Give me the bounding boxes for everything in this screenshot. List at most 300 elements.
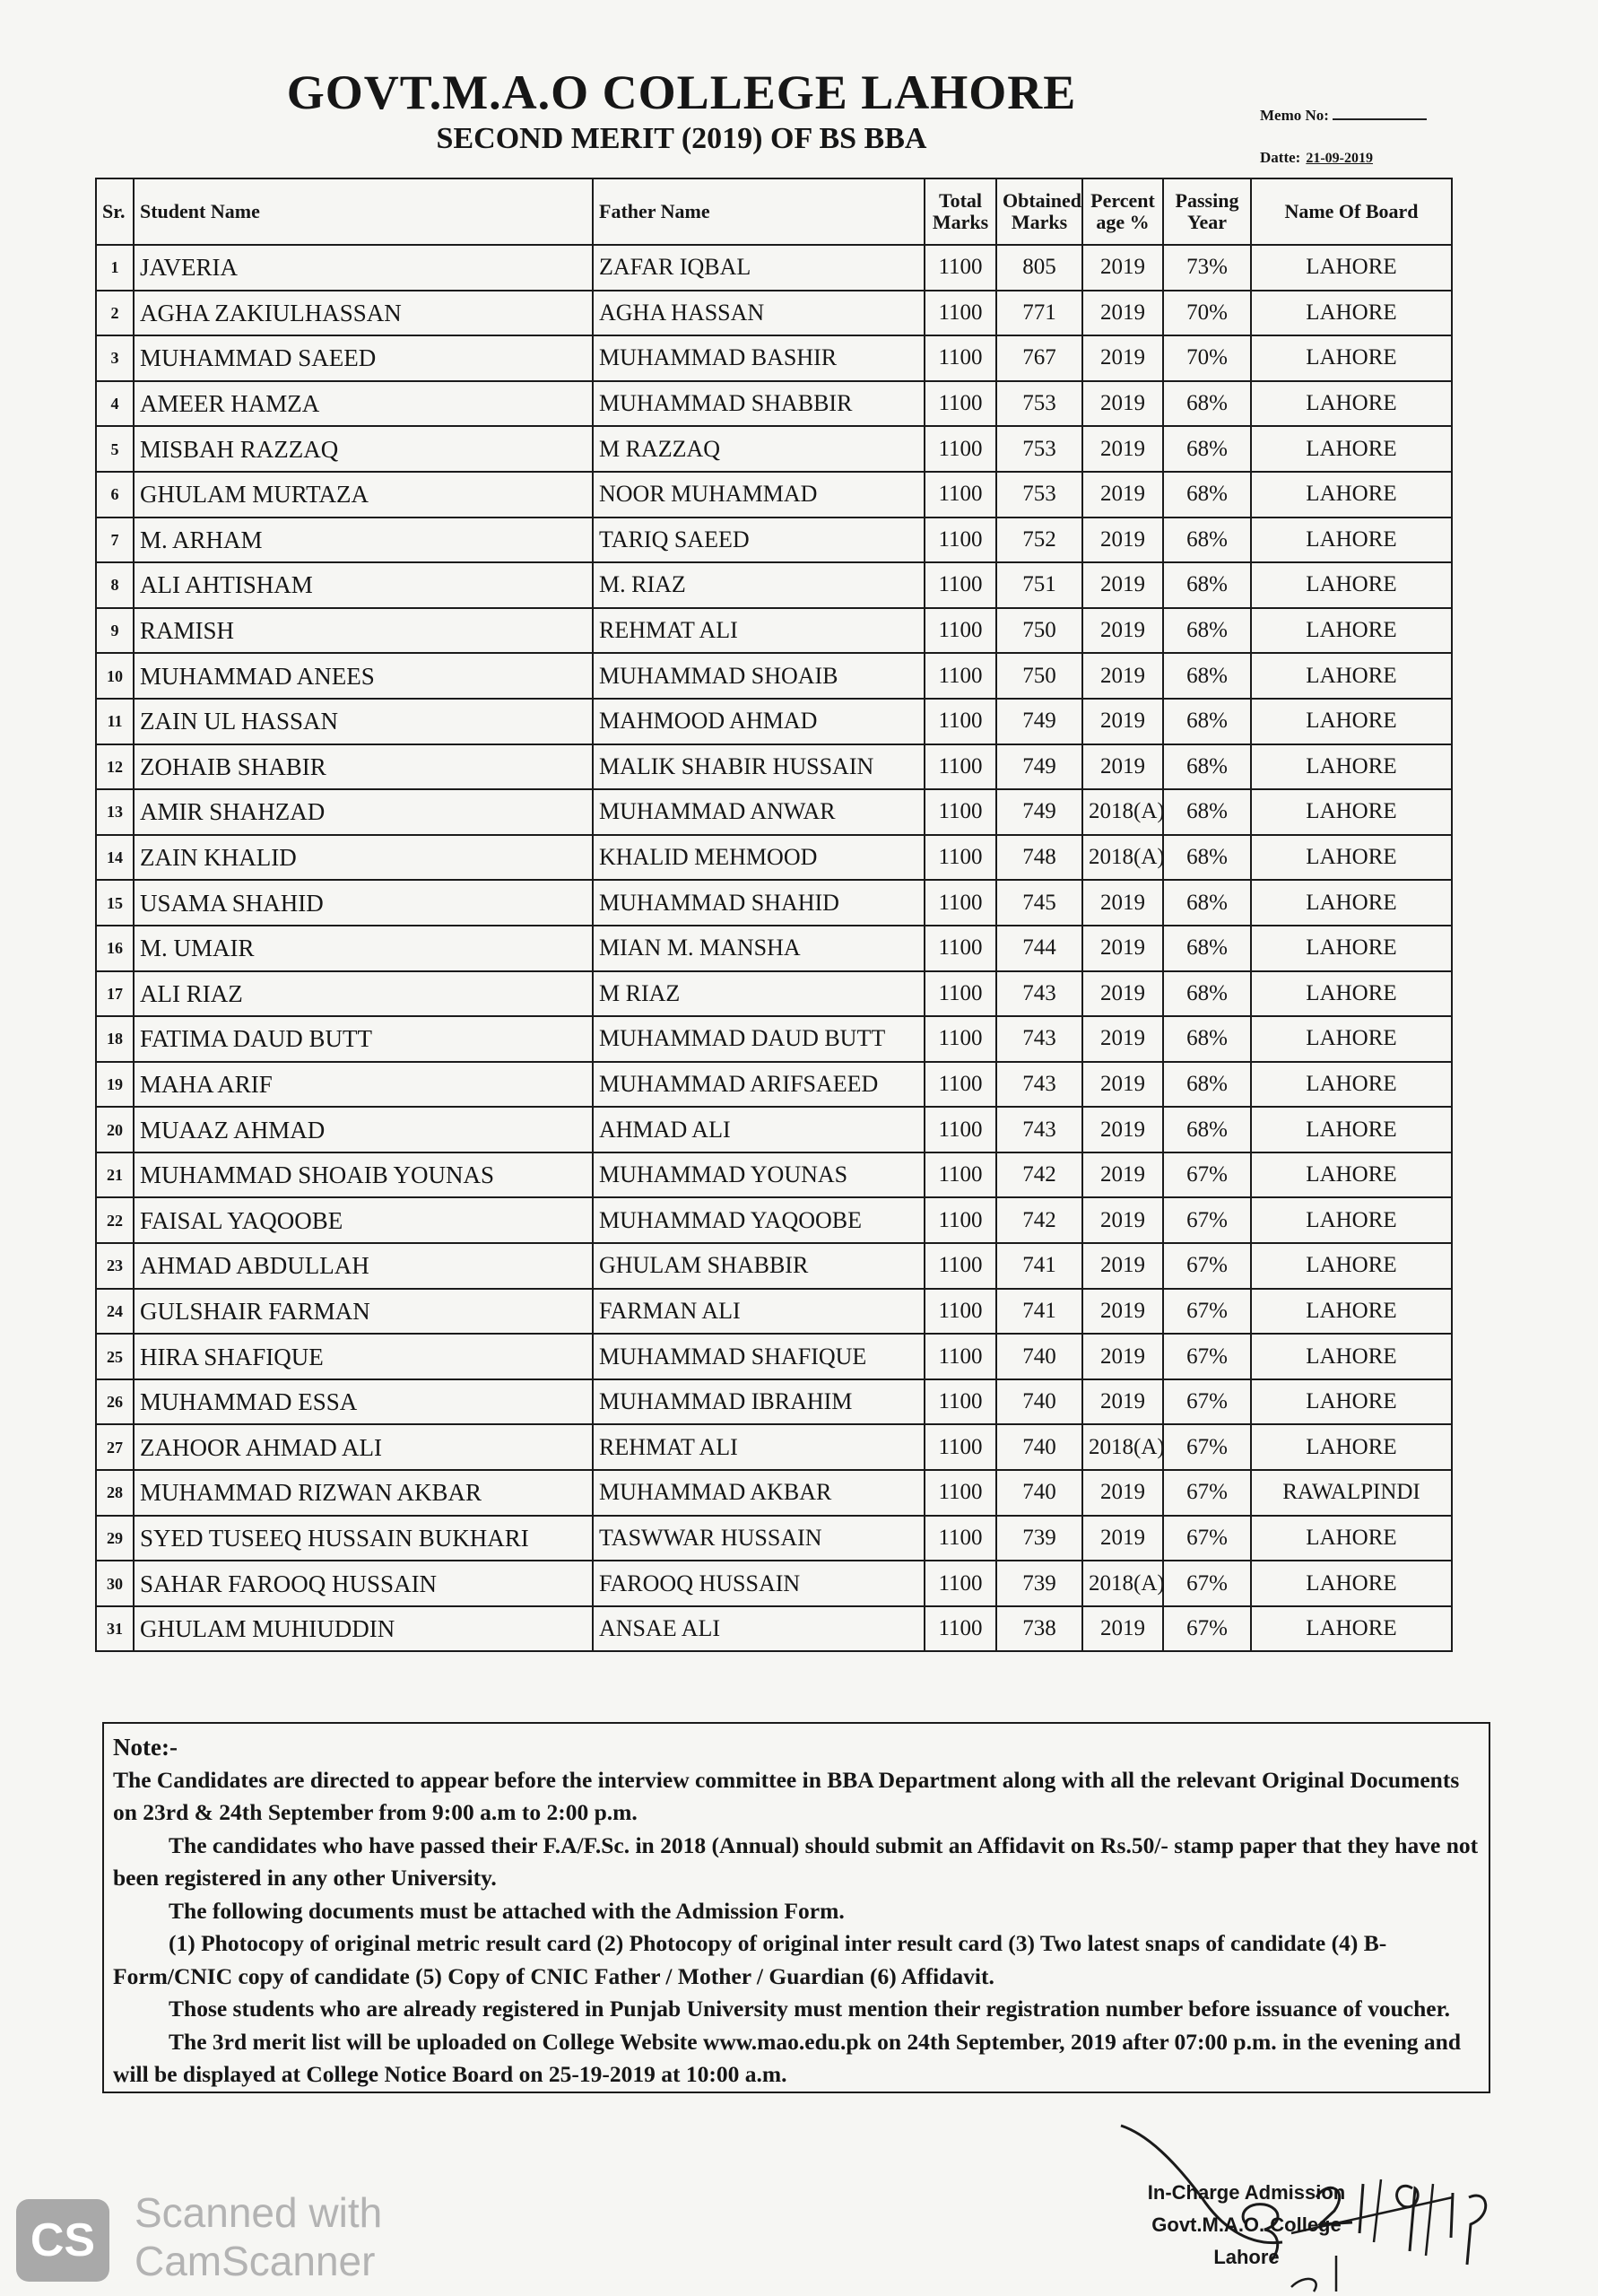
- father-name-cell: MUHAMMAD ANWAR: [593, 789, 925, 835]
- passing-year-cell: 2019: [1082, 1379, 1163, 1425]
- sr-cell: 4: [96, 381, 134, 427]
- percentage-cell: 67%: [1163, 1561, 1251, 1606]
- board-cell: LAHORE: [1251, 1197, 1452, 1243]
- total-marks-cell: 1100: [925, 381, 996, 427]
- total-marks-cell: 1100: [925, 880, 996, 926]
- board-cell: LAHORE: [1251, 699, 1452, 744]
- table-row: [96, 835, 1452, 881]
- total-marks-cell: 1100: [925, 971, 996, 1017]
- obtained-marks-cell: 741: [996, 1289, 1082, 1335]
- passing-year-cell: 2019: [1082, 1197, 1163, 1243]
- student-name-cell: MUHAMMAD SHOAIB YOUNAS: [134, 1152, 593, 1198]
- sr-cell: 24: [96, 1289, 134, 1335]
- student-name-cell: FAISAL YAQOOBE: [134, 1197, 593, 1243]
- note-third-merit-list: The 3rd merit list will be uploaded on College Website www.mao.edu.pk on 24th September, 2019 after 07:00 p.m. in the evening and will be displayed at College Notice Board on 25-19-2019 at 10:00 a.m.: [113, 2028, 1462, 2087]
- obtained-marks-cell: 748: [996, 835, 1082, 881]
- sr-cell: 11: [96, 699, 134, 744]
- passing-year-cell: 2018(A): [1082, 1561, 1163, 1606]
- passing-year-cell: 2019: [1082, 608, 1163, 654]
- note-documents-list: (1) Photocopy of original metric result card (2) Photocopy of original inter result card (3) Two latest snaps of candidate (4) B-Form/CNIC copy of candidate (5) Copy of CNIC Father / Mother / Guardian (6) Affidavit.: [113, 1930, 1387, 1989]
- percentage-cell: 68%: [1163, 926, 1251, 971]
- percentage-cell: 68%: [1163, 971, 1251, 1017]
- table-row: [96, 1289, 1452, 1335]
- student-name-cell: AMEER HAMZA: [134, 381, 593, 427]
- board-cell: LAHORE: [1251, 835, 1452, 881]
- passing-year-cell: 2019: [1082, 1334, 1163, 1379]
- obtained-marks-cell: 753: [996, 381, 1082, 427]
- date-value: 21-09-2019: [1306, 151, 1373, 166]
- board-cell: LAHORE: [1251, 1561, 1452, 1606]
- board-cell: RAWALPINDI: [1251, 1470, 1452, 1516]
- total-marks-cell: 1100: [925, 1062, 996, 1108]
- total-marks-cell: 1100: [925, 1561, 996, 1606]
- father-name-cell: FARMAN ALI: [593, 1289, 925, 1335]
- father-name-cell: TASWWAR HUSSAIN: [593, 1516, 925, 1561]
- percentage-cell: 68%: [1163, 608, 1251, 654]
- sr-cell: 17: [96, 971, 134, 1017]
- sr-cell: 30: [96, 1561, 134, 1606]
- passing-year-cell: 2019: [1082, 426, 1163, 472]
- board-cell: LAHORE: [1251, 245, 1452, 291]
- father-name-cell: TARIQ SAEED: [593, 517, 925, 563]
- father-name-cell: GHULAM SHABBIR: [593, 1243, 925, 1289]
- father-name-cell: MUHAMMAD ARIFSAEED: [593, 1062, 925, 1108]
- obtained-marks-cell: 750: [996, 608, 1082, 654]
- percentage-cell: 67%: [1163, 1606, 1251, 1652]
- student-name-cell: MUAAZ AHMAD: [134, 1107, 593, 1152]
- father-name-cell: AHMAD ALI: [593, 1107, 925, 1152]
- sr-cell: 31: [96, 1606, 134, 1652]
- obtained-marks-cell: 753: [996, 426, 1082, 472]
- passing-year-cell: 2019: [1082, 1470, 1163, 1516]
- total-marks-cell: 1100: [925, 1379, 996, 1425]
- percentage-cell: 68%: [1163, 699, 1251, 744]
- board-cell: LAHORE: [1251, 653, 1452, 699]
- student-name-cell: ALI AHTISHAM: [134, 562, 593, 608]
- percentage-cell: 67%: [1163, 1289, 1251, 1335]
- table-row: [96, 291, 1452, 336]
- watermark-line-1: Scanned with: [135, 2189, 383, 2236]
- camscanner-logo: CS: [16, 2199, 109, 2282]
- obtained-marks-cell: 767: [996, 335, 1082, 381]
- college-title: GOVT.M.A.O COLLEGE LAHORE: [286, 65, 1077, 119]
- board-cell: LAHORE: [1251, 335, 1452, 381]
- obtained-marks-cell: 740: [996, 1470, 1082, 1516]
- student-name-cell: ZAHOOR AHMAD ALI: [134, 1424, 593, 1470]
- total-marks-cell: 1100: [925, 789, 996, 835]
- total-marks-cell: 1100: [925, 1107, 996, 1152]
- student-name-cell: ZAIN KHALID: [134, 835, 593, 881]
- father-name-cell: MUHAMMAD SHABBIR: [593, 381, 925, 427]
- merit-table: [95, 178, 1453, 1652]
- board-cell: LAHORE: [1251, 789, 1452, 835]
- father-name-cell: MUHAMMAD SHAHID: [593, 880, 925, 926]
- percentage-cell: 73%: [1163, 245, 1251, 291]
- table-row: [96, 971, 1452, 1017]
- student-name-cell: MUHAMMAD RIZWAN AKBAR: [134, 1470, 593, 1516]
- sr-cell: 28: [96, 1470, 134, 1516]
- table-row: [96, 245, 1452, 291]
- total-marks-cell: 1100: [925, 1516, 996, 1561]
- memo-label: Memo No:: [1260, 107, 1329, 124]
- board-cell: LAHORE: [1251, 744, 1452, 790]
- passing-year-cell: 2019: [1082, 744, 1163, 790]
- father-name-cell: AGHA HASSAN: [593, 291, 925, 336]
- passing-year-cell: 2019: [1082, 1289, 1163, 1335]
- sr-cell: 3: [96, 335, 134, 381]
- student-name-cell: FATIMA DAUD BUTT: [134, 1016, 593, 1062]
- passing-year-cell: 2019: [1082, 1152, 1163, 1198]
- obtained-marks-cell: 739: [996, 1516, 1082, 1561]
- table-row: [96, 381, 1452, 427]
- passing-year-cell: 2019: [1082, 1516, 1163, 1561]
- table-row: [96, 1606, 1452, 1652]
- total-marks-cell: 1100: [925, 562, 996, 608]
- student-name-cell: USAMA SHAHID: [134, 880, 593, 926]
- father-name-cell: MUHAMMAD YAQOOBE: [593, 1197, 925, 1243]
- father-name-cell: REHMAT ALI: [593, 608, 925, 654]
- table-row: [96, 1334, 1452, 1379]
- percentage-cell: 67%: [1163, 1334, 1251, 1379]
- sr-cell: 18: [96, 1016, 134, 1062]
- percentage-cell: 68%: [1163, 653, 1251, 699]
- table-body: [96, 245, 1452, 1651]
- obtained-marks-cell: 743: [996, 1016, 1082, 1062]
- table-row: [96, 1243, 1452, 1289]
- percentage-cell: 68%: [1163, 381, 1251, 427]
- total-marks-cell: 1100: [925, 426, 996, 472]
- table-row: [96, 517, 1452, 563]
- sr-cell: 20: [96, 1107, 134, 1152]
- obtained-marks-cell: 749: [996, 699, 1082, 744]
- student-name-cell: SYED TUSEEQ HUSSAIN BUKHARI: [134, 1516, 593, 1561]
- father-name-cell: ANSAE ALI: [593, 1606, 925, 1652]
- student-name-cell: MUHAMMAD ANEES: [134, 653, 593, 699]
- column-header-percentage: Percent age %: [1082, 178, 1163, 245]
- student-name-cell: AHMAD ABDULLAH: [134, 1243, 593, 1289]
- board-cell: LAHORE: [1251, 926, 1452, 971]
- sr-cell: 12: [96, 744, 134, 790]
- camscanner-watermark: [135, 2188, 382, 2285]
- board-cell: LAHORE: [1251, 562, 1452, 608]
- total-marks-cell: 1100: [925, 1606, 996, 1652]
- percentage-cell: 68%: [1163, 835, 1251, 881]
- sr-cell: 15: [96, 880, 134, 926]
- student-name-cell: MUHAMMAD ESSA: [134, 1379, 593, 1425]
- passing-year-cell: 2019: [1082, 1062, 1163, 1108]
- board-cell: LAHORE: [1251, 1606, 1452, 1652]
- total-marks-cell: 1100: [925, 335, 996, 381]
- board-cell: LAHORE: [1251, 608, 1452, 654]
- passing-year-cell: 2019: [1082, 971, 1163, 1017]
- obtained-marks-cell: 740: [996, 1334, 1082, 1379]
- table-row: [96, 562, 1452, 608]
- table-row: [96, 1379, 1452, 1425]
- percentage-cell: 67%: [1163, 1152, 1251, 1198]
- sr-cell: 2: [96, 291, 134, 336]
- table-row: [96, 1561, 1452, 1606]
- signature-city: Lahore: [1213, 2246, 1280, 2268]
- obtained-marks-cell: 741: [996, 1243, 1082, 1289]
- total-marks-cell: 1100: [925, 608, 996, 654]
- board-cell: LAHORE: [1251, 880, 1452, 926]
- obtained-marks-cell: 750: [996, 653, 1082, 699]
- board-cell: LAHORE: [1251, 1243, 1452, 1289]
- sr-cell: 23: [96, 1243, 134, 1289]
- percentage-cell: 68%: [1163, 472, 1251, 517]
- student-name-cell: GHULAM MUHIUDDIN: [134, 1606, 593, 1652]
- board-cell: LAHORE: [1251, 1379, 1452, 1425]
- student-name-cell: GHULAM MURTAZA: [134, 472, 593, 517]
- table-row: [96, 789, 1452, 835]
- percentage-cell: 70%: [1163, 335, 1251, 381]
- passing-year-cell: 2019: [1082, 1243, 1163, 1289]
- signature-college: Govt.M.A.O. College: [1151, 2213, 1342, 2236]
- board-cell: LAHORE: [1251, 1516, 1452, 1561]
- obtained-marks-cell: 744: [996, 926, 1082, 971]
- table-header: [96, 178, 1452, 245]
- passing-year-cell: 2019: [1082, 1606, 1163, 1652]
- student-name-cell: JAVERIA: [134, 245, 593, 291]
- percentage-cell: 67%: [1163, 1197, 1251, 1243]
- obtained-marks-cell: 805: [996, 245, 1082, 291]
- table-row: [96, 653, 1452, 699]
- percentage-cell: 67%: [1163, 1470, 1251, 1516]
- percentage-cell: 68%: [1163, 426, 1251, 472]
- sr-cell: 27: [96, 1424, 134, 1470]
- table-row: [96, 880, 1452, 926]
- total-marks-cell: 1100: [925, 1152, 996, 1198]
- note-interview-schedule: The Candidates are directed to appear before the interview committee in BBA Department along with all the relevant Original Documents on 23rd & 24th September from 9:00 a.m to 2:00 p.m.: [113, 1766, 1460, 1825]
- father-name-cell: MUHAMMAD YOUNAS: [593, 1152, 925, 1198]
- student-name-cell: ZAIN UL HASSAN: [134, 699, 593, 744]
- board-cell: LAHORE: [1251, 971, 1452, 1017]
- sr-cell: 7: [96, 517, 134, 563]
- father-name-cell: FAROOQ HUSSAIN: [593, 1561, 925, 1606]
- table-row: [96, 1016, 1452, 1062]
- memo-number: [1260, 106, 1427, 125]
- student-name-cell: ALI RIAZ: [134, 971, 593, 1017]
- table-row: [96, 1516, 1452, 1561]
- passing-year-cell: 2019: [1082, 335, 1163, 381]
- signature-title: In-Charge Admission: [1147, 2181, 1346, 2204]
- sr-cell: 8: [96, 562, 134, 608]
- note-affidavit: The candidates who have passed their F.A/F.Sc. in 2018 (Annual) should submit an Affidavit on Rs.50/- stamp paper that they have not been registered in any other University.: [113, 1831, 1479, 1891]
- passing-year-cell: 2019: [1082, 291, 1163, 336]
- father-name-cell: MUHAMMAD BASHIR: [593, 335, 925, 381]
- column-header-student-name: Student Name: [134, 178, 593, 245]
- father-name-cell: ZAFAR IQBAL: [593, 245, 925, 291]
- board-cell: LAHORE: [1251, 1152, 1452, 1198]
- total-marks-cell: 1100: [925, 1289, 996, 1335]
- board-cell: LAHORE: [1251, 381, 1452, 427]
- table-row: [96, 1197, 1452, 1243]
- passing-year-cell: 2019: [1082, 562, 1163, 608]
- date-label: Datte:: [1260, 149, 1301, 166]
- column-header-total-marks: Total Marks: [925, 178, 996, 245]
- total-marks-cell: 1100: [925, 653, 996, 699]
- board-cell: LAHORE: [1251, 426, 1452, 472]
- total-marks-cell: 1100: [925, 699, 996, 744]
- total-marks-cell: 1100: [925, 291, 996, 336]
- sr-cell: 14: [96, 835, 134, 881]
- father-name-cell: MALIK SHABIR HUSSAIN: [593, 744, 925, 790]
- percentage-cell: 68%: [1163, 744, 1251, 790]
- student-name-cell: SAHAR FAROOQ HUSSAIN: [134, 1561, 593, 1606]
- passing-year-cell: 2018(A): [1082, 1424, 1163, 1470]
- passing-year-cell: 2019: [1082, 653, 1163, 699]
- total-marks-cell: 1100: [925, 1470, 996, 1516]
- sr-cell: 5: [96, 426, 134, 472]
- column-header-obtained-marks: Obtained Marks: [996, 178, 1082, 245]
- board-cell: LAHORE: [1251, 1424, 1452, 1470]
- father-name-cell: MUHAMMAD IBRAHIM: [593, 1379, 925, 1425]
- column-header-sr: Sr.: [96, 178, 134, 245]
- passing-year-cell: 2019: [1082, 245, 1163, 291]
- father-name-cell: M RIAZ: [593, 971, 925, 1017]
- sr-cell: 21: [96, 1152, 134, 1198]
- percentage-cell: 67%: [1163, 1424, 1251, 1470]
- obtained-marks-cell: 743: [996, 971, 1082, 1017]
- sr-cell: 29: [96, 1516, 134, 1561]
- column-header-passing-year: Passing Year: [1163, 178, 1251, 245]
- table-row: [96, 699, 1452, 744]
- total-marks-cell: 1100: [925, 1197, 996, 1243]
- obtained-marks-cell: 743: [996, 1107, 1082, 1152]
- memo-blank-line: [1333, 106, 1427, 120]
- obtained-marks-cell: 771: [996, 291, 1082, 336]
- sr-cell: 26: [96, 1379, 134, 1425]
- table-row: [96, 744, 1452, 790]
- obtained-marks-cell: 743: [996, 1062, 1082, 1108]
- board-cell: LAHORE: [1251, 1334, 1452, 1379]
- student-name-cell: RAMISH: [134, 608, 593, 654]
- percentage-cell: 70%: [1163, 291, 1251, 336]
- obtained-marks-cell: 739: [996, 1561, 1082, 1606]
- sr-cell: 22: [96, 1197, 134, 1243]
- board-cell: LAHORE: [1251, 1062, 1452, 1108]
- table-row: [96, 426, 1452, 472]
- obtained-marks-cell: 740: [996, 1379, 1082, 1425]
- obtained-marks-cell: 749: [996, 789, 1082, 835]
- student-name-cell: HIRA SHAFIQUE: [134, 1334, 593, 1379]
- watermark-line-2: CamScanner: [135, 2238, 376, 2284]
- student-name-cell: MISBAH RAZZAQ: [134, 426, 593, 472]
- student-name-cell: MAHA ARIF: [134, 1062, 593, 1108]
- father-name-cell: MIAN M. MANSHA: [593, 926, 925, 971]
- table-row: [96, 1424, 1452, 1470]
- sr-cell: 19: [96, 1062, 134, 1108]
- merit-list-subtitle: SECOND MERIT (2019) OF BS BBA: [436, 122, 927, 155]
- table-row: [96, 1107, 1452, 1152]
- note-heading: Note:-: [113, 1734, 178, 1761]
- total-marks-cell: 1100: [925, 245, 996, 291]
- father-name-cell: M RAZZAQ: [593, 426, 925, 472]
- percentage-cell: 68%: [1163, 789, 1251, 835]
- total-marks-cell: 1100: [925, 926, 996, 971]
- total-marks-cell: 1100: [925, 744, 996, 790]
- obtained-marks-cell: 742: [996, 1152, 1082, 1198]
- obtained-marks-cell: 753: [996, 472, 1082, 517]
- obtained-marks-cell: 752: [996, 517, 1082, 563]
- passing-year-cell: 2018(A): [1082, 835, 1163, 881]
- board-cell: LAHORE: [1251, 1289, 1452, 1335]
- column-header-father-name: Father Name: [593, 178, 925, 245]
- table-row: [96, 472, 1452, 517]
- student-name-cell: AMIR SHAHZAD: [134, 789, 593, 835]
- obtained-marks-cell: 749: [996, 744, 1082, 790]
- total-marks-cell: 1100: [925, 472, 996, 517]
- sr-cell: 1: [96, 245, 134, 291]
- column-header-board: Name Of Board: [1251, 178, 1452, 245]
- memo-date: [1260, 149, 1373, 167]
- father-name-cell: REHMAT ALI: [593, 1424, 925, 1470]
- percentage-cell: 68%: [1163, 1016, 1251, 1062]
- father-name-cell: MUHAMMAD SHOAIB: [593, 653, 925, 699]
- obtained-marks-cell: 751: [996, 562, 1082, 608]
- board-cell: LAHORE: [1251, 1107, 1452, 1152]
- student-name-cell: MUHAMMAD SAEED: [134, 335, 593, 381]
- student-name-cell: AGHA ZAKIULHASSAN: [134, 291, 593, 336]
- father-name-cell: KHALID MEHMOOD: [593, 835, 925, 881]
- total-marks-cell: 1100: [925, 835, 996, 881]
- board-cell: LAHORE: [1251, 1016, 1452, 1062]
- obtained-marks-cell: 745: [996, 880, 1082, 926]
- passing-year-cell: 2019: [1082, 381, 1163, 427]
- table-row: [96, 926, 1452, 971]
- sr-cell: 10: [96, 653, 134, 699]
- table-row: [96, 1152, 1452, 1198]
- total-marks-cell: 1100: [925, 1334, 996, 1379]
- sr-cell: 13: [96, 789, 134, 835]
- table-row: [96, 1470, 1452, 1516]
- student-name-cell: ZOHAIB SHABIR: [134, 744, 593, 790]
- father-name-cell: NOOR MUHAMMAD: [593, 472, 925, 517]
- father-name-cell: MUHAMMAD SHAFIQUE: [593, 1334, 925, 1379]
- passing-year-cell: 2019: [1082, 1016, 1163, 1062]
- sr-cell: 25: [96, 1334, 134, 1379]
- percentage-cell: 67%: [1163, 1243, 1251, 1289]
- father-name-cell: MUHAMMAD AKBAR: [593, 1470, 925, 1516]
- sr-cell: 9: [96, 608, 134, 654]
- sr-cell: 16: [96, 926, 134, 971]
- total-marks-cell: 1100: [925, 1424, 996, 1470]
- note-box: [102, 1722, 1490, 2093]
- table-row: [96, 608, 1452, 654]
- student-name-cell: M. UMAIR: [134, 926, 593, 971]
- table-header-row: [96, 178, 1452, 245]
- board-cell: LAHORE: [1251, 291, 1452, 336]
- passing-year-cell: 2019: [1082, 517, 1163, 563]
- total-marks-cell: 1100: [925, 1016, 996, 1062]
- obtained-marks-cell: 738: [996, 1606, 1082, 1652]
- percentage-cell: 68%: [1163, 1062, 1251, 1108]
- note-documents-heading: The following documents must be attached with the Admission Form.: [169, 1897, 845, 1924]
- board-cell: LAHORE: [1251, 472, 1452, 517]
- passing-year-cell: 2018(A): [1082, 789, 1163, 835]
- passing-year-cell: 2019: [1082, 699, 1163, 744]
- passing-year-cell: 2019: [1082, 472, 1163, 517]
- percentage-cell: 68%: [1163, 562, 1251, 608]
- obtained-marks-cell: 740: [996, 1424, 1082, 1470]
- board-cell: LAHORE: [1251, 517, 1452, 563]
- sr-cell: 6: [96, 472, 134, 517]
- percentage-cell: 67%: [1163, 1516, 1251, 1561]
- percentage-cell: 68%: [1163, 517, 1251, 563]
- total-marks-cell: 1100: [925, 1243, 996, 1289]
- father-name-cell: MUHAMMAD DAUD BUTT: [593, 1016, 925, 1062]
- percentage-cell: 68%: [1163, 880, 1251, 926]
